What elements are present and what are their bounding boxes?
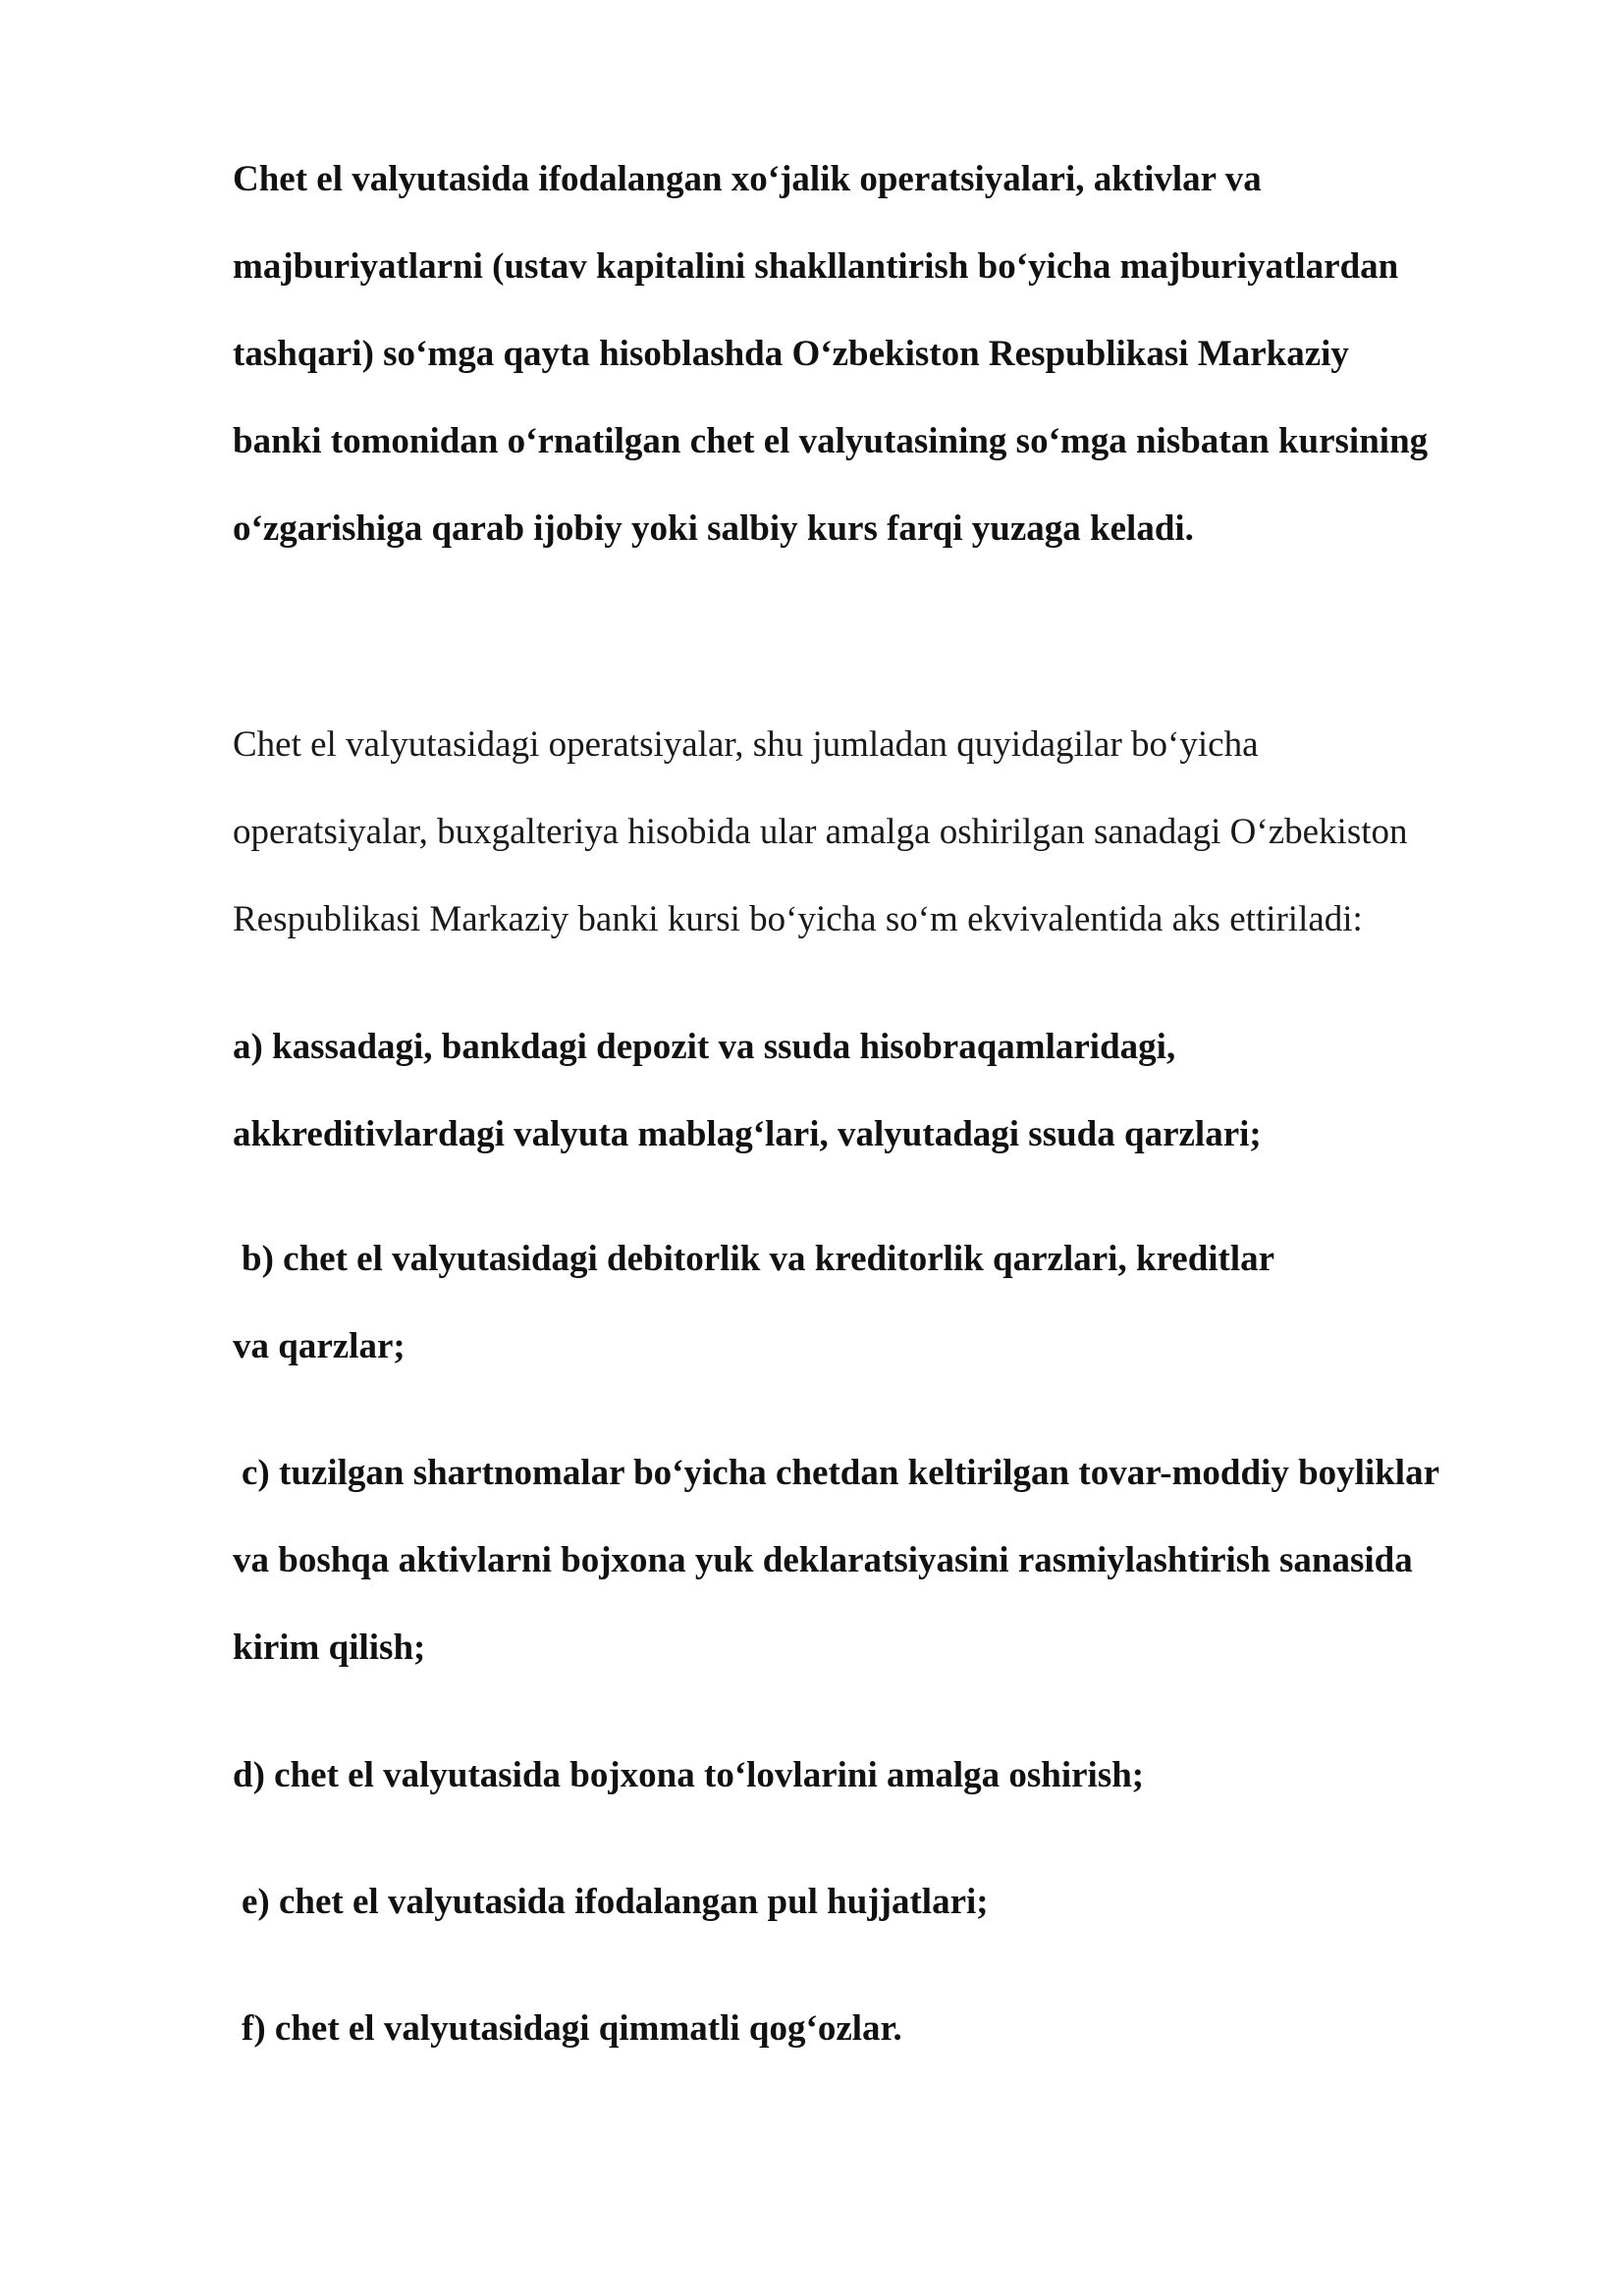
intro-line: majburiyatlarni (ustav kapitalini shakllantirish bo‘yicha majburiyatlardan <box>233 246 1399 287</box>
operations-line: Chet el valyutasidagi operatsiyalar, shu jumladan quyidagilar bo‘yicha <box>233 724 1259 765</box>
list-item-c <box>233 1429 1529 1691</box>
list-item-a-line: a) kassadagi, bankdagi depozit va ssuda hisobraqamlaridagi, <box>233 1027 1176 1067</box>
list-item-d-line: d) chet el valyutasida bojxona to‘lovlarini amalga oshirish; <box>233 1755 1145 1795</box>
intro-line: tashqari) so‘mga qayta hisoblashda O‘zbekiston Respublikasi Markaziy <box>233 334 1349 374</box>
intro-line: Chet el valyutasida ifodalangan xo‘jalik operatsiyalari, aktivlar va <box>233 159 1262 199</box>
list-item-b-line: va qarzlar; <box>233 1326 406 1366</box>
list-item-f-line: f) chet el valyutasidagi qimmatli qog‘ozlar. <box>242 2008 902 2049</box>
operations-line: operatsiyalar, buxgalteriya hisobida ular amalga oshirilgan sanadagi O‘zbekiston <box>233 812 1408 852</box>
list-item-b-line: b) chet el valyutasidagi debitorlik va kreditorlik qarzlari, kreditlar <box>242 1239 1275 1279</box>
list-item-c-line: va boshqa aktivlarni bojxona yuk deklaratsiyasini rasmiylashtirish sanasida <box>233 1540 1413 1580</box>
intro-paragraph <box>233 135 1529 572</box>
operations-line: Respublikasi Markaziy banki kursi bo‘yicha so‘m ekvivalentida aks ettiriladi: <box>233 899 1363 939</box>
list-item-a-line: akkreditivlardagi valyuta mablag‘lari, valyutadagi ssuda qarzlari; <box>233 1114 1262 1154</box>
list-item-b <box>233 1215 1529 1390</box>
list-item-f <box>233 1985 1529 2072</box>
list-item-a <box>233 1003 1529 1178</box>
list-item-e <box>233 1858 1529 1946</box>
list-item-c-line: c) tuzilgan shartnomalar bo‘yicha chetdan keltirilgan tovar-moddiy boyliklar <box>242 1453 1439 1493</box>
intro-line: o‘zgarishiga qarab ijobiy yoki salbiy kurs farqi yuzaga keladi. <box>233 508 1194 549</box>
list-item-c-line: kirim qilish; <box>233 1628 426 1668</box>
list-item-d <box>233 1732 1529 1819</box>
intro-line: banki tomonidan o‘rnatilgan chet el valyutasining so‘mga nisbatan kursining <box>233 421 1429 461</box>
list-item-e-line: e) chet el valyutasida ifodalangan pul hujjatlari; <box>242 1882 989 1922</box>
operations-paragraph <box>233 701 1529 963</box>
